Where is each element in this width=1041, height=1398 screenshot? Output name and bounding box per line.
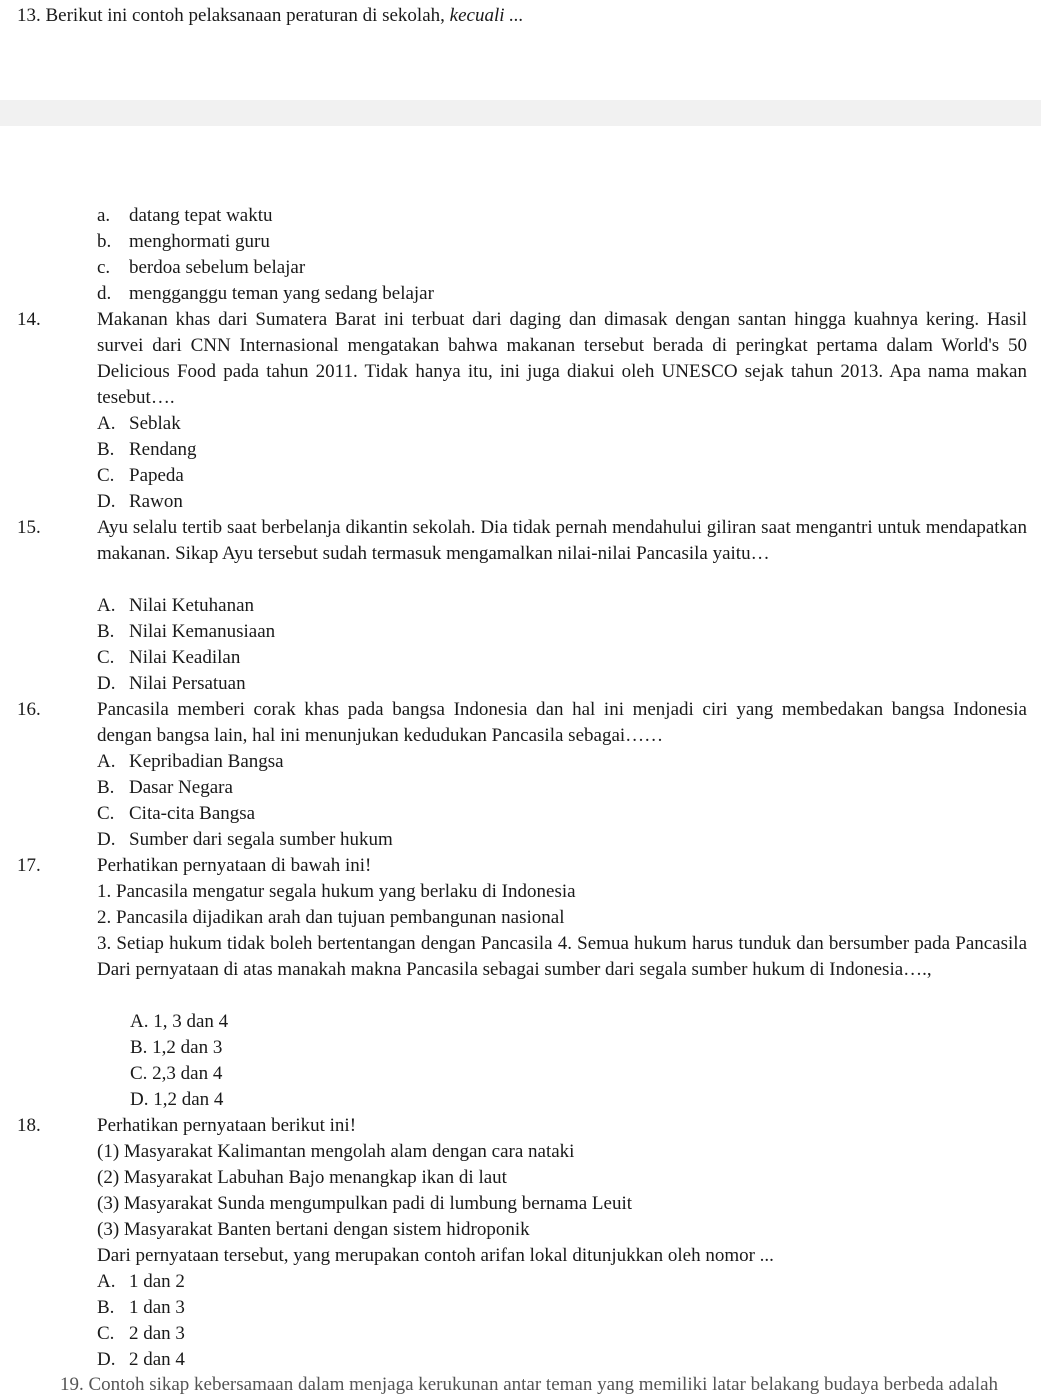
statement-2: 2. Pancasila dijadikan arah dan tujuan pembangunan nasional: [97, 907, 565, 928]
question-14-text: Makanan khas dari Sumatera Barat ini terbuat dari daging dan dimasak dengan santan hingga kuahnya kering. Hasil survei dari CNN Internasional mengatakan bahwa makanan tersebut berada di peringkat pertama dalam World's 50 Delicious Food pada tahun 2011. Tidak hanya itu, ini juga diakui oleh UNESCO sejak tahun 2013. Apa nama makan tesebut….: [97, 309, 1027, 408]
option-b: B. 1,2 dan 3: [130, 1037, 223, 1058]
question-number: 18.: [17, 1115, 41, 1136]
cutoff-next-question: 19. Contoh sikap kebersamaan dalam menjaga kerukunan antar teman yang memiliki latar belakang budaya berbeda adalah: [60, 1374, 999, 1395]
option-d: D. Sumber dari segala sumber hukum: [97, 829, 393, 850]
option-b: B. Nilai Kemanusiaan: [97, 621, 276, 642]
option-d: D. Nilai Persatuan: [97, 673, 246, 694]
option-c: C. 2,3 dan 4: [130, 1063, 223, 1084]
question-number: 13.: [17, 5, 41, 26]
option-a: A. Kepribadian Bangsa: [97, 751, 284, 772]
statement-4: (3) Masyarakat Banten bertani dengan sistem hidroponik: [97, 1219, 530, 1240]
question-15-text: Ayu selalu tertib saat berbelanja dikantin sekolah. Dia tidak pernah mendahului giliran saat mengantri untuk mendapatkan makanan. Sikap Ayu tersebut sudah termasuk mengamalkan nilai-nilai Pancasila yaitu…: [97, 517, 1027, 564]
statement-2: (2) Masyarakat Labuhan Bajo menangkap ikan di laut: [97, 1167, 507, 1188]
question-13: [17, 3, 524, 29]
option-a: A. 1 dan 2: [97, 1271, 185, 1292]
option-d: D. Rawon: [97, 491, 183, 512]
statement-1: (1) Masyarakat Kalimantan mengolah alam dengan cara nataki: [97, 1141, 575, 1162]
question-number: 16.: [17, 699, 41, 720]
option-a: a. datang tepat waktu: [97, 205, 273, 226]
option-a: A. Nilai Ketuhanan: [97, 595, 255, 616]
statement-3: (3) Masyarakat Sunda mengumpulkan padi di lumbung bernama Leuit: [97, 1193, 633, 1214]
option-b: B. 1 dan 3: [97, 1297, 185, 1318]
option-a: A. 1, 3 dan 4: [130, 1011, 229, 1032]
option-b: b. menghormati guru: [97, 231, 270, 252]
statement-1: 1. Pancasila mengatur segala hukum yang berlaku di Indonesia: [97, 881, 576, 902]
question-18-prompt: Dari pernyataan tersebut, yang merupakan contoh arifan lokal ditunjukkan oleh nomor ...: [97, 1245, 774, 1266]
gray-divider-band: [0, 100, 1041, 126]
question-16-text: Pancasila memberi corak khas pada bangsa Indonesia dan hal ini menjadi ciri yang membedakan bangsa Indonesia dengan bangsa lain, hal ini menunjukan kedudukan Pancasila sebagai……: [97, 699, 1027, 746]
question-18-text: Perhatikan pernyataan berikut ini!: [97, 1115, 357, 1136]
question-number: 14.: [17, 309, 41, 330]
option-a: A. Seblak: [97, 413, 181, 434]
option-d: d. mengganggu teman yang sedang belajar: [97, 283, 434, 304]
question-number: 17.: [17, 855, 41, 876]
option-b: B. Rendang: [97, 439, 197, 460]
question-17-text: Perhatikan pernyataan di bawah ini!: [97, 855, 372, 876]
option-c: C. Nilai Keadilan: [97, 647, 241, 668]
option-b: B. Dasar Negara: [97, 777, 233, 798]
option-d: D. 2 dan 4: [97, 1349, 185, 1370]
option-d: D. 1,2 dan 4: [130, 1089, 224, 1110]
question-number: 15.: [17, 517, 41, 538]
option-c: c. berdoa sebelum belajar: [97, 257, 306, 278]
option-c: C. Papeda: [97, 465, 184, 486]
question-text: Berikut ini contoh pelaksanaan peraturan di sekolah,: [45, 5, 450, 26]
question-emphasis: kecuali ...: [449, 5, 524, 26]
option-c: C. 2 dan 3: [97, 1323, 185, 1344]
option-c: C. Cita-cita Bangsa: [97, 803, 256, 824]
statement-3: 3. Setiap hukum tidak boleh bertentangan dengan Pancasila 4. Semua hukum harus tunduk dan bersumber pada Pancasila Dari pernyataan di atas manakah makna Pancasila sebagai sumber dari segala sumber hukum di Indonesia….,: [97, 933, 1027, 980]
